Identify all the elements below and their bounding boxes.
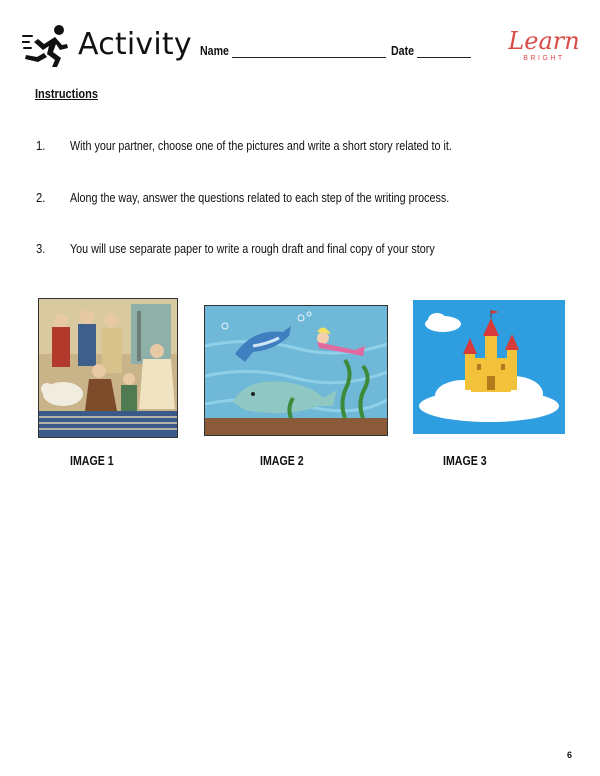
instructions-heading: Instructions	[35, 87, 98, 101]
logo-text: Learn	[508, 27, 580, 55]
image-1-medieval-illustration	[38, 298, 178, 438]
learn-bright-logo	[508, 28, 580, 66]
date-label: Date	[391, 44, 415, 58]
step-number: 1.	[36, 139, 46, 153]
step-text: You will use separate paper to write a rough draft and final copy of your story	[70, 242, 435, 256]
image-2-underwater-scene	[204, 305, 388, 436]
image-1-caption: IMAGE 1	[70, 454, 114, 468]
step-text: With your partner, choose one of the pictures and write a short story related to it.	[70, 139, 452, 153]
page-number: 6	[567, 750, 573, 760]
step-number: 3.	[36, 242, 46, 256]
logo-subtext: BRIGHT	[523, 55, 565, 62]
page-title: Activity	[78, 27, 192, 62]
step-number: 2.	[36, 191, 46, 205]
running-person-icon	[22, 24, 70, 68]
date-field[interactable]	[417, 57, 471, 58]
name-field[interactable]	[232, 57, 386, 58]
image-3-caption: IMAGE 3	[443, 454, 487, 468]
image-2-caption: IMAGE 2	[260, 454, 304, 468]
name-label: Name	[200, 44, 229, 58]
step-text: Along the way, answer the questions related to each step of the writing process.	[70, 191, 450, 205]
image-3-castle-in-clouds	[413, 300, 565, 434]
